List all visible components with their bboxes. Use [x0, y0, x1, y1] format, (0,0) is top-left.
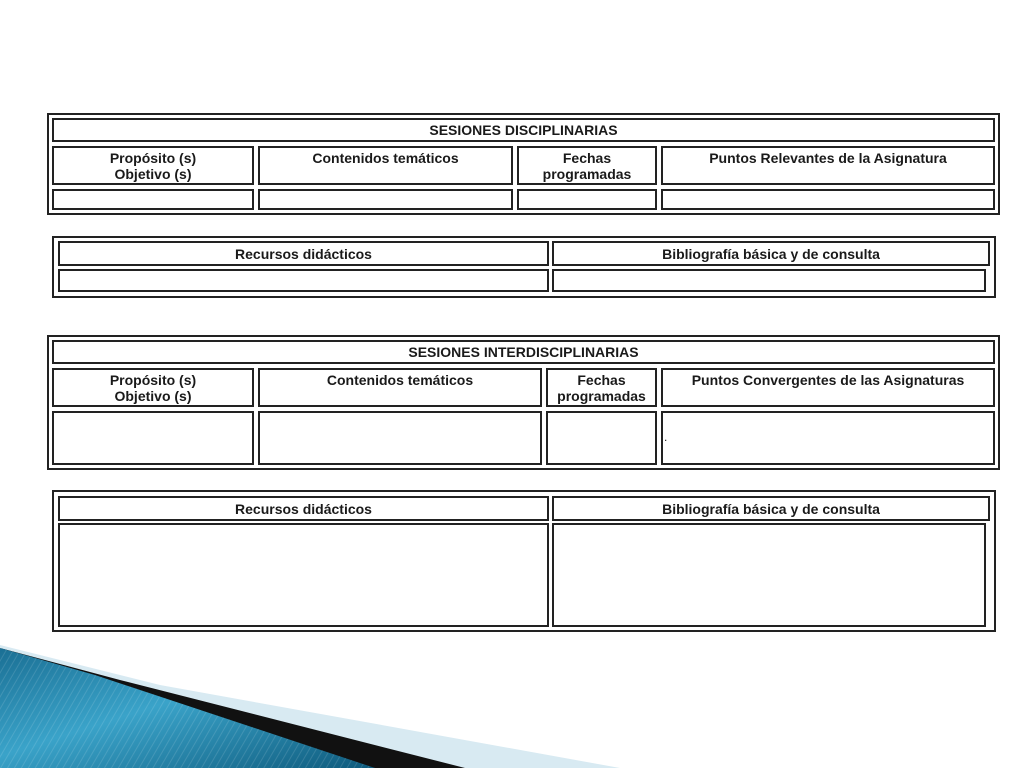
dates-label: Fechas — [562, 150, 612, 166]
contents-label: Contenidos temáticos — [312, 150, 459, 166]
stray-mark: . — [664, 430, 668, 444]
scheduled-label-2: programadas — [557, 388, 646, 404]
scheduled-label: programadas — [542, 166, 632, 182]
contents-label-2: Contenidos temáticos — [326, 372, 474, 388]
dates-label-2: Fechas — [577, 372, 626, 388]
disciplinary-title-text: SESIONES DISCIPLINARIAS — [429, 122, 618, 138]
purpose-label: Propósito (s) — [109, 150, 197, 166]
bibliography-2-label: Bibliografía básica y de consulta — [662, 500, 880, 517]
objective-label-2: Objetivo (s) — [114, 388, 192, 404]
bibliography-1-label: Bibliografía básica y de consulta — [662, 245, 880, 262]
convergent-points-label: Puntos Convergentes de las Asignaturas — [691, 372, 965, 388]
resources-2-label: Recursos didácticos — [235, 500, 372, 517]
resources-1-label: Recursos didácticos — [235, 245, 372, 262]
swoosh-hatch-overlay — [0, 648, 375, 768]
relevant-points-label: Puntos Relevantes de la Asignatura — [709, 150, 947, 166]
interdisciplinary-title-text: SESIONES INTERDISCIPLINARIAS — [408, 344, 639, 360]
purpose-label-2: Propósito (s) — [109, 372, 197, 388]
objective-label: Objetivo (s) — [114, 166, 192, 182]
